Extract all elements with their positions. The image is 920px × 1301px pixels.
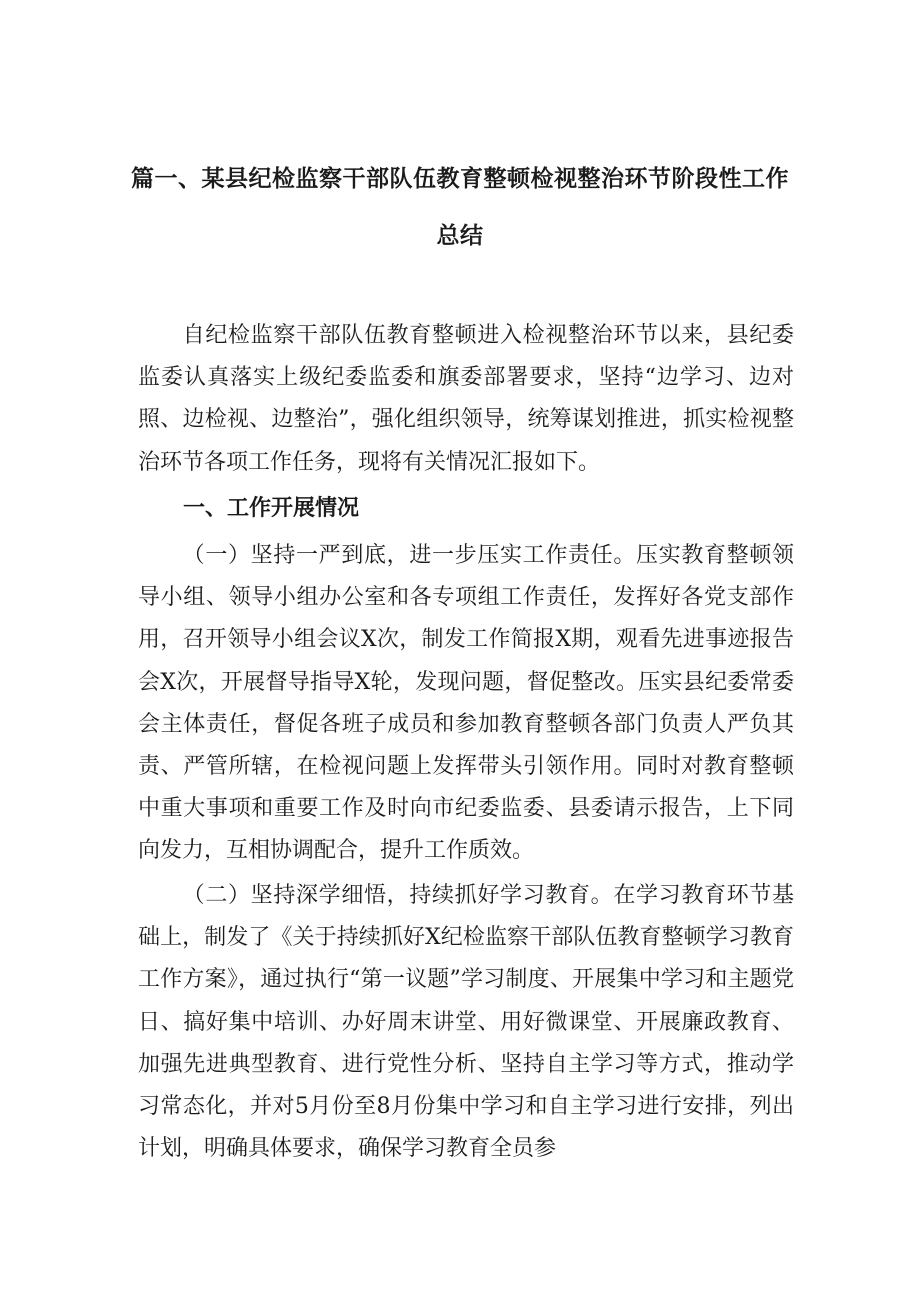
document-title-line-2: 总结 bbox=[436, 223, 484, 249]
intro-text: 自纪检监察干部队伍教育整顿进入检视整治环节以来，县纪委监委认真落实上级纪委监委和旗委部署要求，坚持“边学习、边对照、边检视、边整治”，强化组织领导，统筹谋划推进，抓实检视整治环节各项工作任务，现将有关情况汇报如下。 bbox=[138, 323, 794, 475]
paragraph-responsibility bbox=[138, 535, 794, 873]
section-heading-work-progress: 一、工作开展情况 bbox=[183, 496, 360, 521]
paragraph-responsibility-text: （一）坚持一严到底，进一步压实工作责任。压实教育整顿领导小组、领导小组办公室和各专项组工作责任，发挥好各党支部作用，召开领导小组会议X次，制发工作简报X期，观看先进事迹报告会X次，开展督导指导X轮，发现问题，督促整改。压实县纪委常委会主体责任，督促各班子成员和参加教育整顿各部门负责人严负其责、严管所辖，在检视问题上发挥带头引领作用。同时对教育整顿中重大事项和重要工作及时向市纪委监委、县委请示报告，上下同向发力，互相协调配合，提升工作质效。 bbox=[138, 543, 794, 864]
document-title-line-1: 篇一、某县纪检监察干部队伍教育整顿检视整治环节阶段性工作 bbox=[131, 166, 789, 192]
paragraph-study-education-text: （二）坚持深学细悟，持续抓好学习教育。在学习教育环节基础上，制发了《关于持续抓好X纪检监察干部队伍教育整顿学习教育工作方案》，通过执行“第一议题”学习制度、开展集中学习和主题党日、搞好集中培训、办好周末讲堂、用好微课堂、开展廉政教育、加强先进典型教育、进行党性分析、坚持自主学习等方式，推动学习常态化，并对5月份至8月份集中学习和自主学习进行安排，列出计划，明确具体要求，确保学习教育全员参 bbox=[138, 883, 794, 1162]
intro-paragraph bbox=[138, 315, 794, 484]
paragraph-study-education bbox=[138, 875, 794, 1170]
